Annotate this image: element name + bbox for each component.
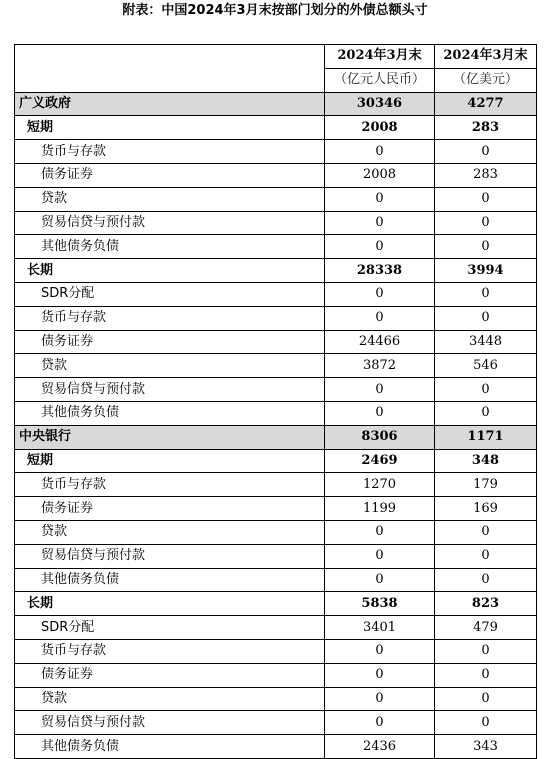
header-blank-cell bbox=[15, 45, 325, 93]
value-cny: 0 bbox=[325, 306, 435, 330]
item-row bbox=[15, 663, 537, 687]
row-label: 贷款 bbox=[15, 354, 325, 378]
row-label: SDR分配 bbox=[15, 282, 325, 306]
item-row bbox=[15, 140, 537, 164]
value-cny: 0 bbox=[325, 211, 435, 235]
value-usd: 0 bbox=[435, 568, 537, 592]
value-usd: 0 bbox=[435, 639, 537, 663]
value-usd: 348 bbox=[435, 449, 537, 473]
header-date-cny: 2024年3月末 bbox=[325, 45, 435, 69]
row-label: 短期 bbox=[15, 116, 325, 140]
row-label: 货币与存款 bbox=[15, 140, 325, 164]
value-cny: 0 bbox=[325, 711, 435, 735]
row-label: 贷款 bbox=[15, 520, 325, 544]
row-label: 其他债务负债 bbox=[15, 735, 325, 759]
value-usd: 0 bbox=[435, 544, 537, 568]
item-row bbox=[15, 306, 537, 330]
row-label: 其他债务负债 bbox=[15, 568, 325, 592]
row-label: 长期 bbox=[15, 259, 325, 283]
unit-usd: （亿美元） bbox=[435, 68, 537, 92]
value-cny: 2436 bbox=[325, 735, 435, 759]
item-row bbox=[15, 616, 537, 640]
row-label: 贸易信贷与预付款 bbox=[15, 378, 325, 402]
row-label: 广义政府 bbox=[15, 92, 325, 116]
term-row bbox=[15, 259, 537, 283]
row-label: 贸易信贷与预付款 bbox=[15, 711, 325, 735]
row-label: 其他债务负债 bbox=[15, 401, 325, 425]
item-row bbox=[15, 544, 537, 568]
table-body bbox=[15, 45, 537, 759]
item-row bbox=[15, 282, 537, 306]
item-row bbox=[15, 401, 537, 425]
value-usd: 0 bbox=[435, 520, 537, 544]
value-usd: 0 bbox=[435, 306, 537, 330]
value-usd: 823 bbox=[435, 592, 537, 616]
value-cny: 30346 bbox=[325, 92, 435, 116]
value-cny: 0 bbox=[325, 520, 435, 544]
value-usd: 3448 bbox=[435, 330, 537, 354]
value-cny: 0 bbox=[325, 663, 435, 687]
item-row bbox=[15, 735, 537, 759]
value-usd: 0 bbox=[435, 140, 537, 164]
value-usd: 283 bbox=[435, 163, 537, 187]
row-label: 贸易信贷与预付款 bbox=[15, 211, 325, 235]
item-row bbox=[15, 711, 537, 735]
row-label: 贷款 bbox=[15, 687, 325, 711]
row-label: 债务证券 bbox=[15, 663, 325, 687]
value-usd: 179 bbox=[435, 473, 537, 497]
item-row bbox=[15, 687, 537, 711]
item-row bbox=[15, 378, 537, 402]
value-usd: 343 bbox=[435, 735, 537, 759]
value-cny: 24466 bbox=[325, 330, 435, 354]
value-cny: 1270 bbox=[325, 473, 435, 497]
value-usd: 169 bbox=[435, 497, 537, 521]
value-usd: 0 bbox=[435, 187, 537, 211]
value-cny: 0 bbox=[325, 544, 435, 568]
value-cny: 0 bbox=[325, 140, 435, 164]
term-row bbox=[15, 592, 537, 616]
row-label: 中央银行 bbox=[15, 425, 325, 449]
item-row bbox=[15, 473, 537, 497]
row-label: 短期 bbox=[15, 449, 325, 473]
row-label: 债务证券 bbox=[15, 163, 325, 187]
value-cny: 8306 bbox=[325, 425, 435, 449]
item-row bbox=[15, 639, 537, 663]
item-row bbox=[15, 520, 537, 544]
item-row bbox=[15, 163, 537, 187]
table-title: 附表：中国2024年3月末按部门划分的外债总额头寸 bbox=[122, 3, 428, 18]
item-row bbox=[15, 187, 537, 211]
row-label: 其他债务负债 bbox=[15, 235, 325, 259]
term-row bbox=[15, 116, 537, 140]
value-cny: 0 bbox=[325, 401, 435, 425]
value-usd: 0 bbox=[435, 401, 537, 425]
value-usd: 0 bbox=[435, 235, 537, 259]
row-label: 长期 bbox=[15, 592, 325, 616]
value-cny: 2008 bbox=[325, 163, 435, 187]
value-usd: 479 bbox=[435, 616, 537, 640]
value-usd: 283 bbox=[435, 116, 537, 140]
unit-cny: （亿元人民币） bbox=[325, 68, 435, 92]
value-usd: 0 bbox=[435, 687, 537, 711]
term-row bbox=[15, 449, 537, 473]
header-row bbox=[15, 45, 537, 69]
row-label: 货币与存款 bbox=[15, 639, 325, 663]
sector-row bbox=[15, 92, 537, 116]
value-cny: 0 bbox=[325, 687, 435, 711]
sector-row bbox=[15, 425, 537, 449]
value-usd: 0 bbox=[435, 663, 537, 687]
value-cny: 1199 bbox=[325, 497, 435, 521]
value-cny: 5838 bbox=[325, 592, 435, 616]
item-row bbox=[15, 354, 537, 378]
item-row bbox=[15, 568, 537, 592]
value-usd: 0 bbox=[435, 211, 537, 235]
item-row bbox=[15, 211, 537, 235]
value-cny: 0 bbox=[325, 378, 435, 402]
row-label: 债务证券 bbox=[15, 497, 325, 521]
item-row bbox=[15, 497, 537, 521]
value-usd: 0 bbox=[435, 378, 537, 402]
value-cny: 3872 bbox=[325, 354, 435, 378]
value-cny: 0 bbox=[325, 568, 435, 592]
item-row bbox=[15, 330, 537, 354]
value-cny: 0 bbox=[325, 639, 435, 663]
value-usd: 4277 bbox=[435, 92, 537, 116]
value-cny: 2469 bbox=[325, 449, 435, 473]
value-usd: 3994 bbox=[435, 259, 537, 283]
value-cny: 28338 bbox=[325, 259, 435, 283]
item-row bbox=[15, 235, 537, 259]
value-cny: 0 bbox=[325, 282, 435, 306]
row-label: 债务证券 bbox=[15, 330, 325, 354]
row-label: SDR分配 bbox=[15, 616, 325, 640]
row-label: 货币与存款 bbox=[15, 306, 325, 330]
value-usd: 546 bbox=[435, 354, 537, 378]
row-label: 贷款 bbox=[15, 187, 325, 211]
value-cny: 2008 bbox=[325, 116, 435, 140]
value-cny: 0 bbox=[325, 187, 435, 211]
value-usd: 0 bbox=[435, 711, 537, 735]
value-cny: 0 bbox=[325, 235, 435, 259]
value-usd: 1171 bbox=[435, 425, 537, 449]
external-debt-table bbox=[14, 44, 537, 759]
value-usd: 0 bbox=[435, 282, 537, 306]
header-date-usd: 2024年3月末 bbox=[435, 45, 537, 69]
row-label: 贸易信贷与预付款 bbox=[15, 544, 325, 568]
row-label: 货币与存款 bbox=[15, 473, 325, 497]
value-cny: 3401 bbox=[325, 616, 435, 640]
